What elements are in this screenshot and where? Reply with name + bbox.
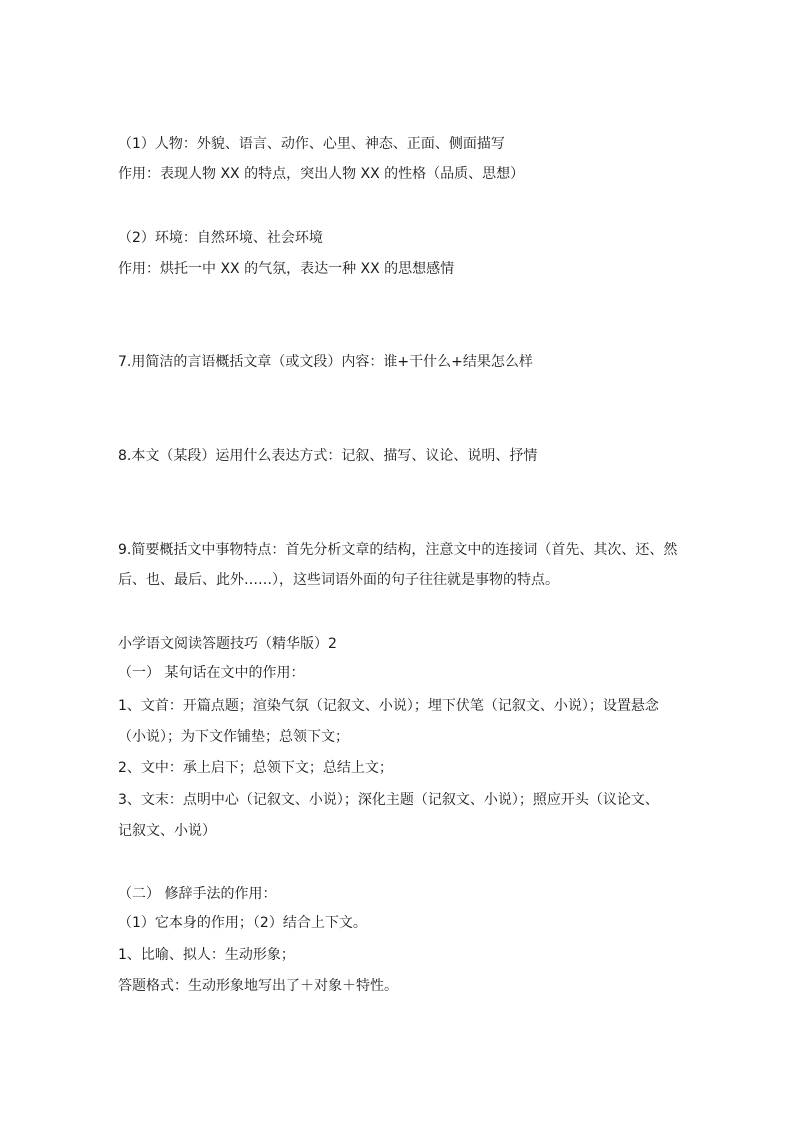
text-line-metaphor: 1、比喻、拟人：生动形象； [118, 947, 295, 963]
text-line-item-7: 7.用简洁的言语概括文章（或文段）内容：谁+干什么+结果怎么样 [118, 354, 533, 370]
text-line-rhetoric-parts: （1）它本身的作用；（2）结合上下文。 [118, 915, 367, 931]
subheading-rhetoric: （二） 修辞手法的作用： [118, 886, 277, 902]
subheading-sentence-function: （一） 某句话在文中的作用： [118, 665, 305, 681]
text-line-middle: 2、文中：承上启下；总领下文；总结上文； [118, 760, 393, 776]
text-line-character-function: 作用：表现人物 XX 的特点，突出人物 XX 的性格（品质、思想） [118, 166, 525, 182]
text-line-environment-function: 作用：烘托一中 XX 的气氛，表达一种 XX 的思想感情 [118, 261, 455, 277]
text-line-beginning-continued: （小说）；为下文作铺垫；总领下文； [118, 729, 349, 745]
text-line-ending-continued: 记叙文、小说） [118, 823, 216, 839]
section-title: 小学语文阅读答题技巧（精华版）2 [118, 636, 337, 652]
text-line-item-8: 8.本文（某段）运用什么表达方式：记叙、描写、议论、说明、抒情 [118, 448, 538, 464]
text-line-item-9-continued: 后、也、最后、此外……），这些词语外面的句子往往就是事物的特点。 [118, 572, 559, 588]
text-line-answer-format: 答题格式：生动形象地写出了＋对象＋特性。 [118, 978, 398, 994]
text-line-environment: （2）环境：自然环境、社会环境 [118, 230, 323, 246]
text-line-character-description: （1）人物：外貌、语言、动作、心里、神态、正面、侧面描写 [118, 136, 505, 152]
text-line-ending: 3、文末：点明中心（记叙文、小说）；深化主题（记叙文、小说）；照应开头（议论文、 [118, 792, 659, 808]
text-line-beginning: 1、文首：开篇点题；渲染气氛（记叙文、小说）；埋下伏笔（记叙文、小说）；设置悬念 [118, 698, 659, 714]
text-line-item-9: 9.简要概括文中事物特点：首先分析文章的结构，注意文中的连接词（首先、其次、还、然 [118, 542, 678, 558]
